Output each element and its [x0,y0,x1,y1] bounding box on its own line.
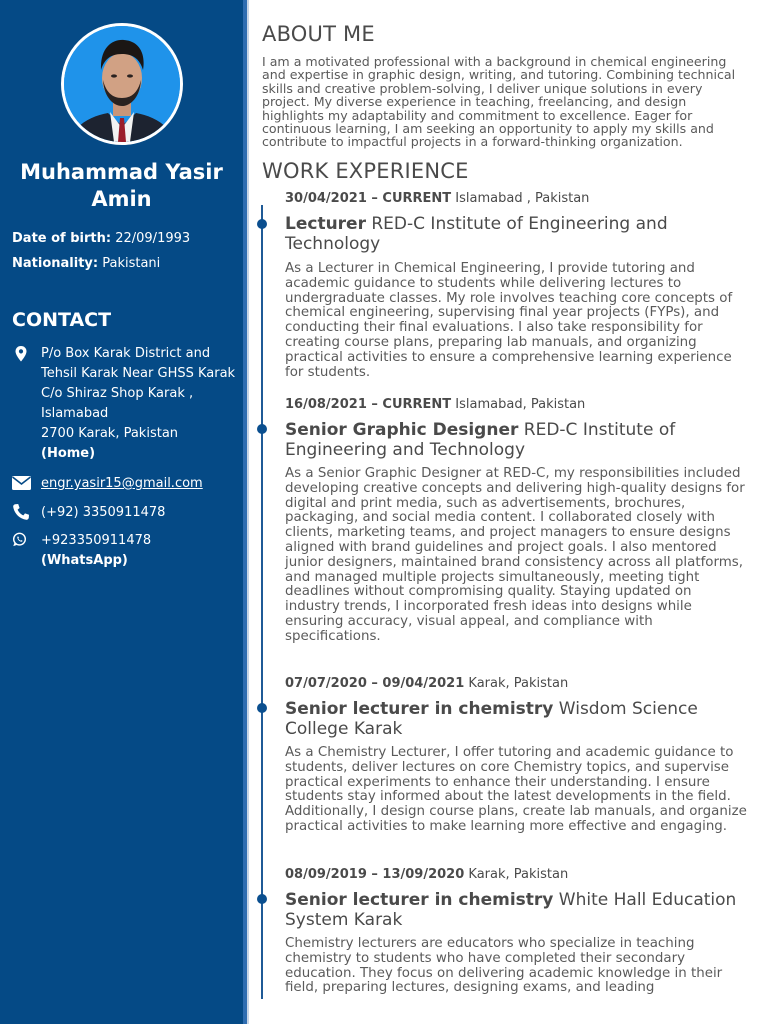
job-location: Karak, Pakistan [468,676,569,691]
whatsapp-icon [12,532,27,547]
job-organization: Wisdom Science College Karak [285,699,698,739]
nationality-label: Nationality: [12,256,99,271]
about-heading: ABOUT ME [262,22,375,46]
job-description: As a Lecturer in Chemical Engineering, I provide tutoring and academic guidance to students while delivering lectures to undergraduate classes. My role involves teaching core concepts of chemical engineering, supervising final year projects (FYPs), and conducting their final evaluations. I also take responsibility for creating course plans, preparing lab manuals, and organizing practical activities to ensure a comprehensive learning experience for students. [285,261,733,380]
job-title [285,699,750,739]
contact-heading: CONTACT [12,309,112,331]
date-of-birth [12,230,190,248]
job-title [285,420,750,460]
job-description: As a Senior Graphic Designer at RED-C, my responsibilities included developing creative concepts and delivering high-quality designs for digital and print media, such as advertisements, brochures, packaging, and social media content. I collaborated closely with clients, marketing teams, and project managers to ensure designs aligned with brand guidelines and project goals. I also mentored junior designers, maintained brand consistency across all platforms, and managed multiple projects simultaneously, meeting tight deadlines without compromising quality. Staying updated on industry trends, I incorporated fresh ideas into designs while ensuring accuracy, visual appeal, and compliance with specifications. [285,466,745,644]
timeline-dot [257,894,267,904]
phone-icon [12,503,30,521]
job-dates: 16/08/2021 – CURRENT [285,397,452,412]
job-role: Senior lecturer in chemistry [285,890,554,910]
job-location: Karak, Pakistan [468,867,569,882]
job-dates: 07/07/2020 – 09/04/2021 [285,676,465,691]
timeline-dot [257,424,267,434]
nationality-value: Pakistani [102,256,161,271]
job-organization: RED-C Institute of Engineering and Technology [285,420,676,460]
job-dates: 08/09/2019 – 13/09/2020 [285,867,465,882]
avatar [61,23,183,145]
job-role: Senior lecturer in chemistry [285,699,554,719]
email-link[interactable]: engr.yasir15@gmail.com [41,476,203,491]
whatsapp-row [41,531,236,571]
about-text: I am a motivated professional with a background in chemical engineering and expertise in graphic design, writing, and tutoring. Combining technical skills and creative problem-solving, I deliver unique solutions in every project. My diverse experience in teaching, freelancing, and design highlights my adaptability and commitment to excellence. Eager for continuous learning, I am seeking an opportunity to apply my skills and contribute to impactful projects in a forward-thinking organization. [262,54,736,150]
address-line-1: P/o Box Karak District and Tehsil Karak Near GHSS Karak C/o Shiraz Shop Karak , Islamabad [41,346,236,421]
job-description: As a Chemistry Lecturer, I offer tutoring and academic guidance to students, deliver lectures on core Chemistry topics, and supervise practical experiments to enhance their understanding. I ensure students stay informed about the latest developments in the field. Additionally, I design course plans, create lab manuals, and organize practical activities to make learning more effective and engaging. [285,745,747,834]
dob-value: 22/09/1993 [115,231,191,246]
address-line-2: 2700 Karak, Pakistan [41,426,179,441]
job-dates: 30/04/2021 – CURRENT [285,191,452,206]
job-location: Islamabad , Pakistan [455,191,590,206]
work-experience-heading: WORK EXPERIENCE [262,159,469,183]
job-date-line [285,191,589,207]
person-name: Muhammad Yasir Amin [20,160,223,211]
timeline-line [261,205,263,999]
job-organization: RED-C Institute of Engineering and Technology [285,214,668,254]
whatsapp-number[interactable]: +923350911478 [41,533,152,548]
address-tag: (Home) [41,446,96,461]
dob-label: Date of birth: [12,231,112,246]
sidebar-divider-light [247,0,249,1024]
job-title [285,890,750,930]
sidebar [0,0,243,1024]
avatar-photo [64,26,180,142]
phone-number[interactable]: (+92) 3350911478 [41,505,166,520]
job-date-line [285,397,585,413]
home-address [41,344,236,464]
envelope-icon [12,476,31,490]
whatsapp-tag: (WhatsApp) [41,553,128,568]
job-title [285,214,750,254]
email-row [41,474,236,494]
nationality [12,255,160,273]
timeline-dot [257,219,267,229]
profile-photo-icon [64,26,180,142]
job-organization: White Hall Education System Karak [285,890,737,930]
job-role: Lecturer [285,214,366,234]
job-date-line [285,867,568,883]
timeline-dot [257,703,267,713]
job-role: Senior Graphic Designer [285,420,519,440]
job-location: Islamabad, Pakistan [455,397,586,412]
job-description: Chemistry lecturers are educators who specialize in teaching chemistry to students who have completed their secondary education. They focus on delivering academic knowledge in their field, preparing lectures, designing exams, and leading [285,936,723,996]
location-pin-icon [12,345,30,363]
job-date-line [285,676,568,692]
